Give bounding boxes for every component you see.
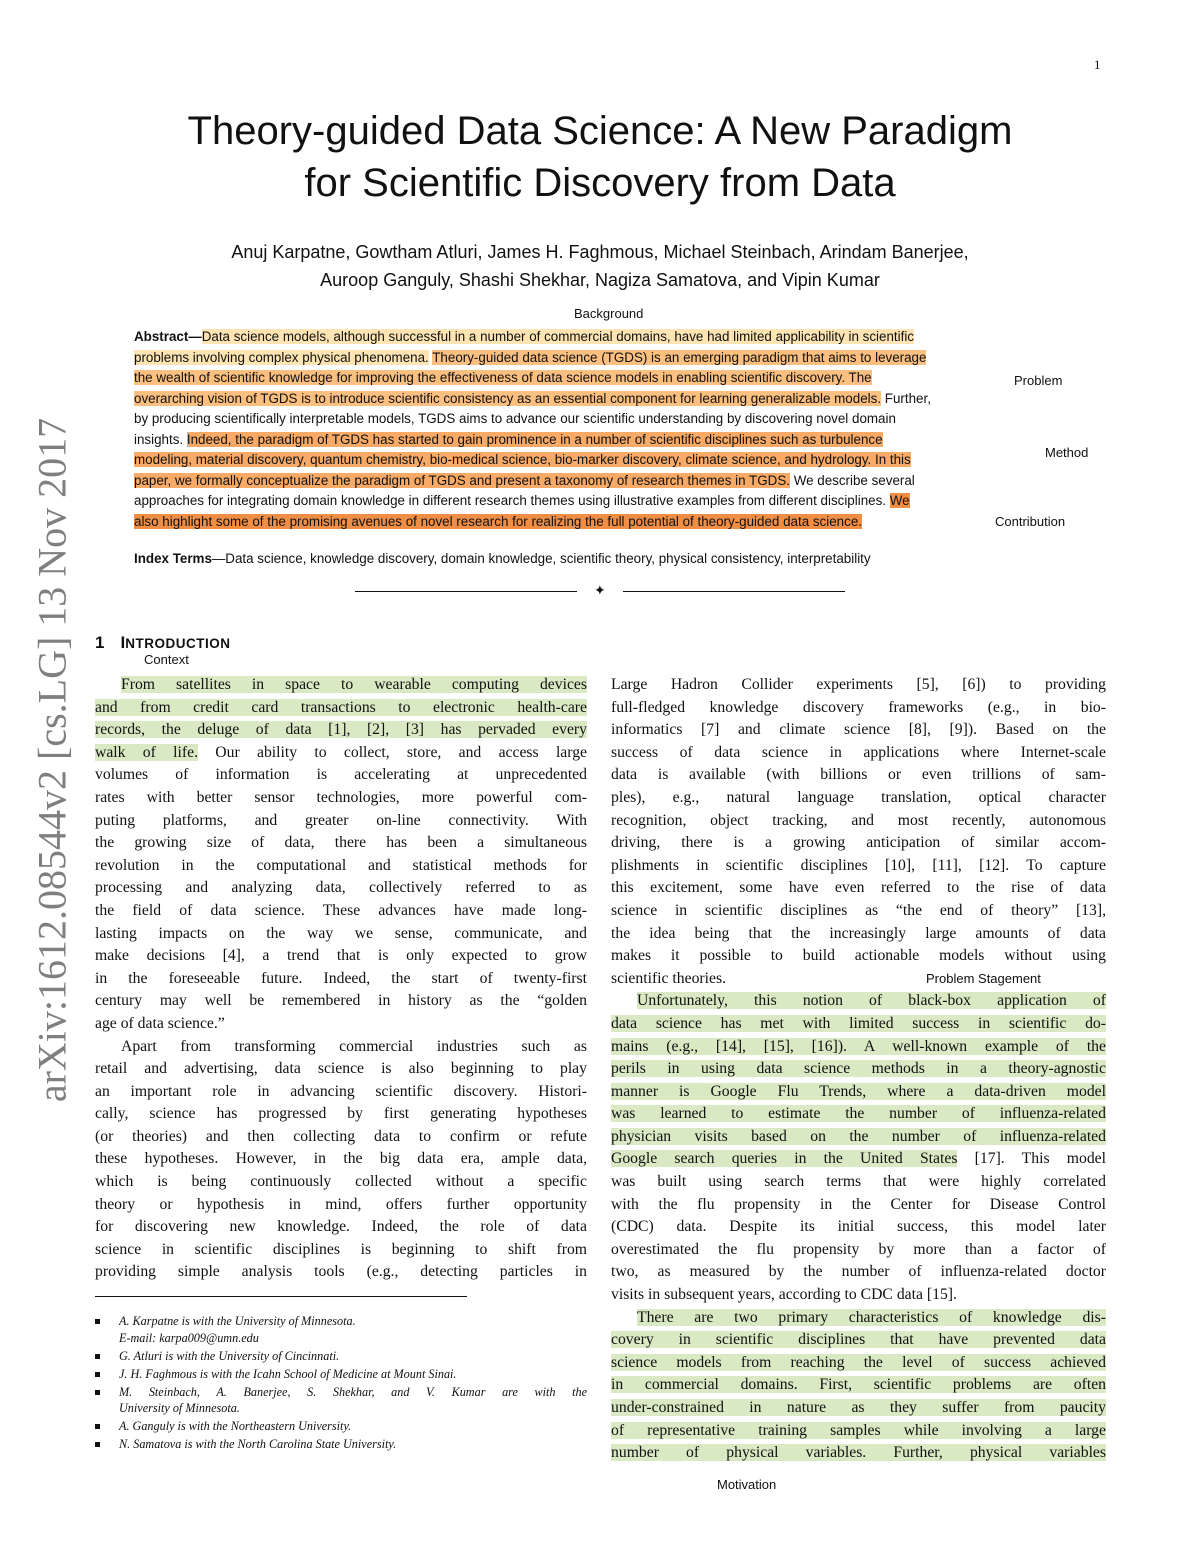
section-title-rest: NTRODUCTION xyxy=(125,636,231,651)
annotation-method: Method xyxy=(1045,445,1089,460)
abstract-line xyxy=(134,389,1009,410)
abstract xyxy=(134,327,1009,532)
context-highlight: walk of life. xyxy=(95,743,198,761)
text-line: success of data science in applications where Internet-scale xyxy=(611,743,1106,761)
abstract-line xyxy=(134,491,1009,512)
text-line: theory or hypothesis in mind, offers further opportunity xyxy=(95,1195,587,1213)
context-highlight: records, the deluge of data [1], [2], [3] has pervaded every xyxy=(95,721,587,739)
right-column xyxy=(611,674,1106,1465)
text-line: puting platforms, and greater on-line connectivity. With xyxy=(95,811,587,829)
square-bullet-icon xyxy=(95,1424,100,1429)
index-terms-text: —Data science, knowledge discovery, domain knowledge, scientific theory, physical consistency, interpretability xyxy=(211,551,871,566)
footnote-text: A. Karpatne is with the University of Minnesota. xyxy=(119,1314,356,1328)
text-line xyxy=(611,1420,1106,1443)
text-line: revolution in the computational and statistical methods for xyxy=(95,856,587,874)
text-line: overestimated the flu propensity by more than a factor of xyxy=(611,1240,1106,1258)
text-line: recognition, object tracking, and most recently, autonomous xyxy=(611,811,1106,829)
text-line: science in scientific disciplines as “the end of theory” [13], xyxy=(611,901,1106,919)
text-line xyxy=(611,1397,1106,1420)
footnote-item xyxy=(95,1366,587,1383)
footnote-item xyxy=(95,1418,587,1435)
annotation-context: Context xyxy=(144,652,189,667)
abstract-line xyxy=(134,409,1009,430)
text-line: (or theories) and then collecting data to confirm or refute xyxy=(95,1127,587,1145)
text-line: an important role in advancing scientific discovery. Histori- xyxy=(95,1082,587,1100)
text-line xyxy=(95,719,587,742)
abstract-text: by producing scientifically interpretable models, TGDS aims to advance our scientific understanding by discovering novel domain xyxy=(134,411,896,426)
section-title-initial: I xyxy=(120,633,126,652)
background-highlight: problems involving complex physical phenomena. xyxy=(134,349,429,365)
page-number: 1 xyxy=(1094,57,1101,72)
footnote-item xyxy=(95,1436,587,1453)
arxiv-identifier-stamp: arXiv:1612.08544v2 [cs.LG] 13 Nov 2017 xyxy=(29,417,75,1103)
text-line: make decisions [4], a trend that is only expected to grow xyxy=(95,947,587,965)
footnote-text: J. H. Faghmous is with the Icahn School of Medicine at Mount Sinai. xyxy=(119,1366,457,1381)
text-line: cally, science has progressed by first generating hypotheses xyxy=(95,1105,587,1123)
body-text: Our ability to collect, store, and access large xyxy=(198,743,588,761)
text-line: science in scientific disciplines is beginning to shift from xyxy=(95,1240,587,1258)
text-line xyxy=(95,674,587,697)
text-line xyxy=(95,742,587,765)
index-terms xyxy=(134,551,1034,566)
annotation-motivation: Motivation xyxy=(717,1477,777,1492)
text-line: providing simple analysis tools (e.g., detecting particles in xyxy=(95,1263,587,1281)
problem-statement-highlight: Unfortunately, this notion of black-box application of xyxy=(637,992,1106,1010)
text-line xyxy=(611,1329,1106,1352)
body-text: [17]. This model xyxy=(957,1150,1106,1168)
abstract-line xyxy=(134,430,1009,451)
text-line: in the foreseeable future. Indeed, the start of twenty-first xyxy=(95,969,587,987)
text-line: the idea being that the increasingly large amounts of data xyxy=(611,924,1106,942)
square-bullet-icon xyxy=(95,1390,100,1395)
text-line: with the flu propensity in the Center for Disease Control xyxy=(611,1195,1106,1213)
problem-highlight: the wealth of scientific knowledge for improving the effectiveness of data science models in enabling scientific discovery. The xyxy=(134,370,872,385)
motivation-highlight: number of physical variables. Further, physical variables xyxy=(611,1444,1106,1462)
abstract-text: We describe several xyxy=(789,472,915,488)
footnotes xyxy=(95,1313,587,1454)
diamond-ornament-icon: ✦ xyxy=(594,584,606,599)
contribution-highlight: We xyxy=(889,493,910,508)
square-bullet-icon xyxy=(95,1319,100,1324)
problem-highlight: overarching vision of TGDS is to introduce scientific consistency as an essential component for learning generalizable models. xyxy=(134,390,882,406)
text-line: which is being continuously collected without a specific xyxy=(95,1173,587,1191)
abstract-text: insights. xyxy=(134,431,187,447)
text-line: plishments in scientific disciplines [10], [11], [12]. To capture xyxy=(611,856,1106,874)
method-highlight: modeling, material discovery, quantum chemistry, bio-medical science, bio-marker discovery, climate science, and hydrology. xyxy=(134,452,872,467)
method-highlight: Indeed, the paradigm of TGDS has started to gain prominence in a number of scientific disciplines such as turbulence xyxy=(186,431,883,447)
text-line: lasting impacts on the way we sense, communicate, and xyxy=(95,924,587,942)
text-line xyxy=(611,1374,1106,1397)
problem-statement-highlight: manner is Google Flu Trends, where a data-driven model xyxy=(611,1082,1106,1100)
abstract-line xyxy=(134,471,1009,492)
footnote-text: M. Steinbach, A. Banerjee, S. Shekhar, and V. Kumar are with the xyxy=(119,1384,587,1399)
abstract-line xyxy=(134,348,1009,369)
text-line xyxy=(611,1081,1106,1104)
annotation-contribution: Contribution xyxy=(995,514,1066,529)
square-bullet-icon xyxy=(95,1354,100,1359)
text-line: informatics [7] and climate science [8], [9]). Based on the xyxy=(611,721,1106,739)
abstract-line xyxy=(134,327,1009,348)
problem-highlight: Theory-guided data science (TGDS) is an emerging paradigm that aims to leverage xyxy=(432,349,927,365)
problem-statement-highlight: mains (e.g., [14], [15], [16]). A well-known example of the xyxy=(611,1037,1106,1055)
section-heading-introduction xyxy=(95,633,230,653)
separator-rule-left xyxy=(355,591,577,592)
text-line: age of data science.” xyxy=(95,1014,225,1032)
section-separator xyxy=(355,582,845,602)
text-line: two, as measured by the number of influenza-related doctor xyxy=(611,1263,1106,1281)
context-highlight: From satellites in space to wearable computing devices xyxy=(121,676,587,693)
problem-statement-highlight: data science has met with limited success in scientific do- xyxy=(611,1014,1106,1032)
separator-rule-right xyxy=(623,591,845,592)
text-line xyxy=(611,1148,1106,1171)
abstract-label: Abstract— xyxy=(134,329,202,344)
footnote-email: E-mail: karpa009@umn.edu xyxy=(119,1330,259,1345)
abstract-line xyxy=(134,450,1009,471)
text-line xyxy=(611,1307,1106,1330)
footnote-text: N. Samatova is with the North Carolina State University. xyxy=(119,1437,397,1451)
text-line: makes it possible to build actionable models without using xyxy=(611,947,1106,965)
problem-statement-highlight: perils in using data science methods in a theory-agnostic xyxy=(611,1060,1106,1078)
abstract-line xyxy=(134,512,1009,533)
text-line xyxy=(611,1036,1106,1059)
problem-statement-highlight: Google search queries in the United States xyxy=(611,1150,958,1168)
abstract-text: Further, xyxy=(881,390,931,406)
text-line: driving, there is a growing anticipation of similar accom- xyxy=(611,834,1106,852)
text-line: was built using search terms that were highly correlated xyxy=(611,1173,1106,1191)
square-bullet-icon xyxy=(95,1442,100,1447)
text-line xyxy=(611,1013,1106,1036)
text-line: data is available (with billions or even trillions of sam- xyxy=(611,766,1106,784)
text-line xyxy=(611,1442,1106,1465)
footnote-text: G. Atluri is with the University of Cincinnati. xyxy=(119,1348,340,1363)
footnote-item xyxy=(95,1313,587,1346)
motivation-highlight: There are two primary characteristics of knowledge dis- xyxy=(637,1308,1106,1326)
text-line: Large Hadron Collider experiments [5], [6]) to providing xyxy=(611,676,1106,693)
context-highlight: and from credit card transactions to electronic health-care xyxy=(95,698,587,716)
text-line: century may well be remembered in history as the “golden xyxy=(95,992,587,1010)
footnote-text: A. Ganguly is with the Northeastern University. xyxy=(119,1419,352,1433)
text-line: rates with better sensor technologies, more powerful com- xyxy=(95,788,587,806)
motivation-highlight: covery in scientific disciplines that have prevented data xyxy=(611,1331,1106,1349)
text-line: scientific theories. xyxy=(611,969,726,987)
footnote-text: University of Minnesota. xyxy=(119,1401,240,1415)
method-highlight: paper, we formally conceptualize the paradigm of TGDS and present a taxonomy of research themes in TGDS. xyxy=(134,472,790,488)
text-line: processing and analyzing data, collectively referred to as xyxy=(95,879,587,897)
title-line-1: Theory-guided Data Science: A New Paradigm xyxy=(187,109,1013,153)
motivation-highlight: under-constrained in nature as they suffer from paucity xyxy=(611,1399,1106,1416)
text-line xyxy=(611,1103,1106,1126)
title-line-2: for Scientific Discovery from Data xyxy=(304,161,896,205)
text-line: volumes of information is accelerating at unprecedented xyxy=(95,766,587,784)
text-line: visits in subsequent years, according to CDC data [15]. xyxy=(611,1286,957,1304)
index-terms-label: Index Terms xyxy=(134,551,212,566)
contribution-highlight: also highlight some of the promising avenues of novel research for realizing the full potential of theory-guided data science. xyxy=(134,513,862,529)
annotation-problem: Problem xyxy=(1014,373,1063,388)
annotation-background: Background xyxy=(574,306,644,321)
author-list xyxy=(0,238,1200,294)
text-line: for discovering new knowledge. Indeed, the role of data xyxy=(95,1218,587,1236)
authors-line-1: Anuj Karpatne, Gowtham Atluri, James H. Faghmous, Michael Steinbach, Arindam Banerjee, xyxy=(231,242,969,262)
background-highlight: Data science models, although successful in a number of commercial domains, have had limited applicability in scientific xyxy=(201,329,914,344)
paper-title xyxy=(0,105,1200,209)
problem-statement-highlight: was learned to estimate the number of influenza-related xyxy=(611,1105,1106,1123)
text-line: the growing size of data, there has been a simultaneous xyxy=(95,834,587,852)
footnote-rule xyxy=(95,1296,467,1297)
text-line: ples), e.g., natural language translation, optical character xyxy=(611,788,1106,806)
text-line xyxy=(611,1126,1106,1149)
method-highlight: In this xyxy=(871,452,911,467)
text-line xyxy=(611,1352,1106,1375)
text-line: the field of data science. These advances have made long- xyxy=(95,901,587,919)
motivation-highlight: in commercial domains. First, scientific problems are often xyxy=(611,1376,1106,1394)
annotation-problem-statement: Problem Stagement xyxy=(926,971,1041,986)
text-line xyxy=(95,697,587,720)
motivation-highlight: of representative training samples while involving a large xyxy=(611,1421,1106,1439)
problem-statement-highlight: physician visits based on the number of influenza-related xyxy=(611,1127,1106,1145)
motivation-highlight: science models from reaching the level of success achieved xyxy=(611,1353,1106,1371)
text-line: this excitement, some have even referred to the rise of data xyxy=(611,879,1106,897)
text-line: full-fledged knowledge discovery frameworks (e.g., in bio- xyxy=(611,698,1106,716)
abstract-line xyxy=(134,368,1009,389)
text-line xyxy=(611,990,1106,1013)
abstract-text: approaches for integrating domain knowledge in different research themes using illustrative examples from different disciplines. xyxy=(134,493,890,508)
square-bullet-icon xyxy=(95,1372,100,1377)
footnote-item xyxy=(95,1384,587,1417)
footnote-item xyxy=(95,1348,587,1365)
section-number: 1 xyxy=(95,633,105,652)
text-line: retail and advertising, data science is also beginning to play xyxy=(95,1060,587,1078)
text-line: (CDC) data. Despite its initial success, this model later xyxy=(611,1218,1106,1236)
left-column xyxy=(95,674,587,1284)
authors-line-2: Auroop Ganguly, Shashi Shekhar, Nagiza Samatova, and Vipin Kumar xyxy=(320,270,880,290)
text-line xyxy=(611,1058,1106,1081)
text-line: Apart from transforming commercial industries such as xyxy=(121,1037,587,1055)
text-line: these hypotheses. However, in the big data era, ample data, xyxy=(95,1150,587,1168)
